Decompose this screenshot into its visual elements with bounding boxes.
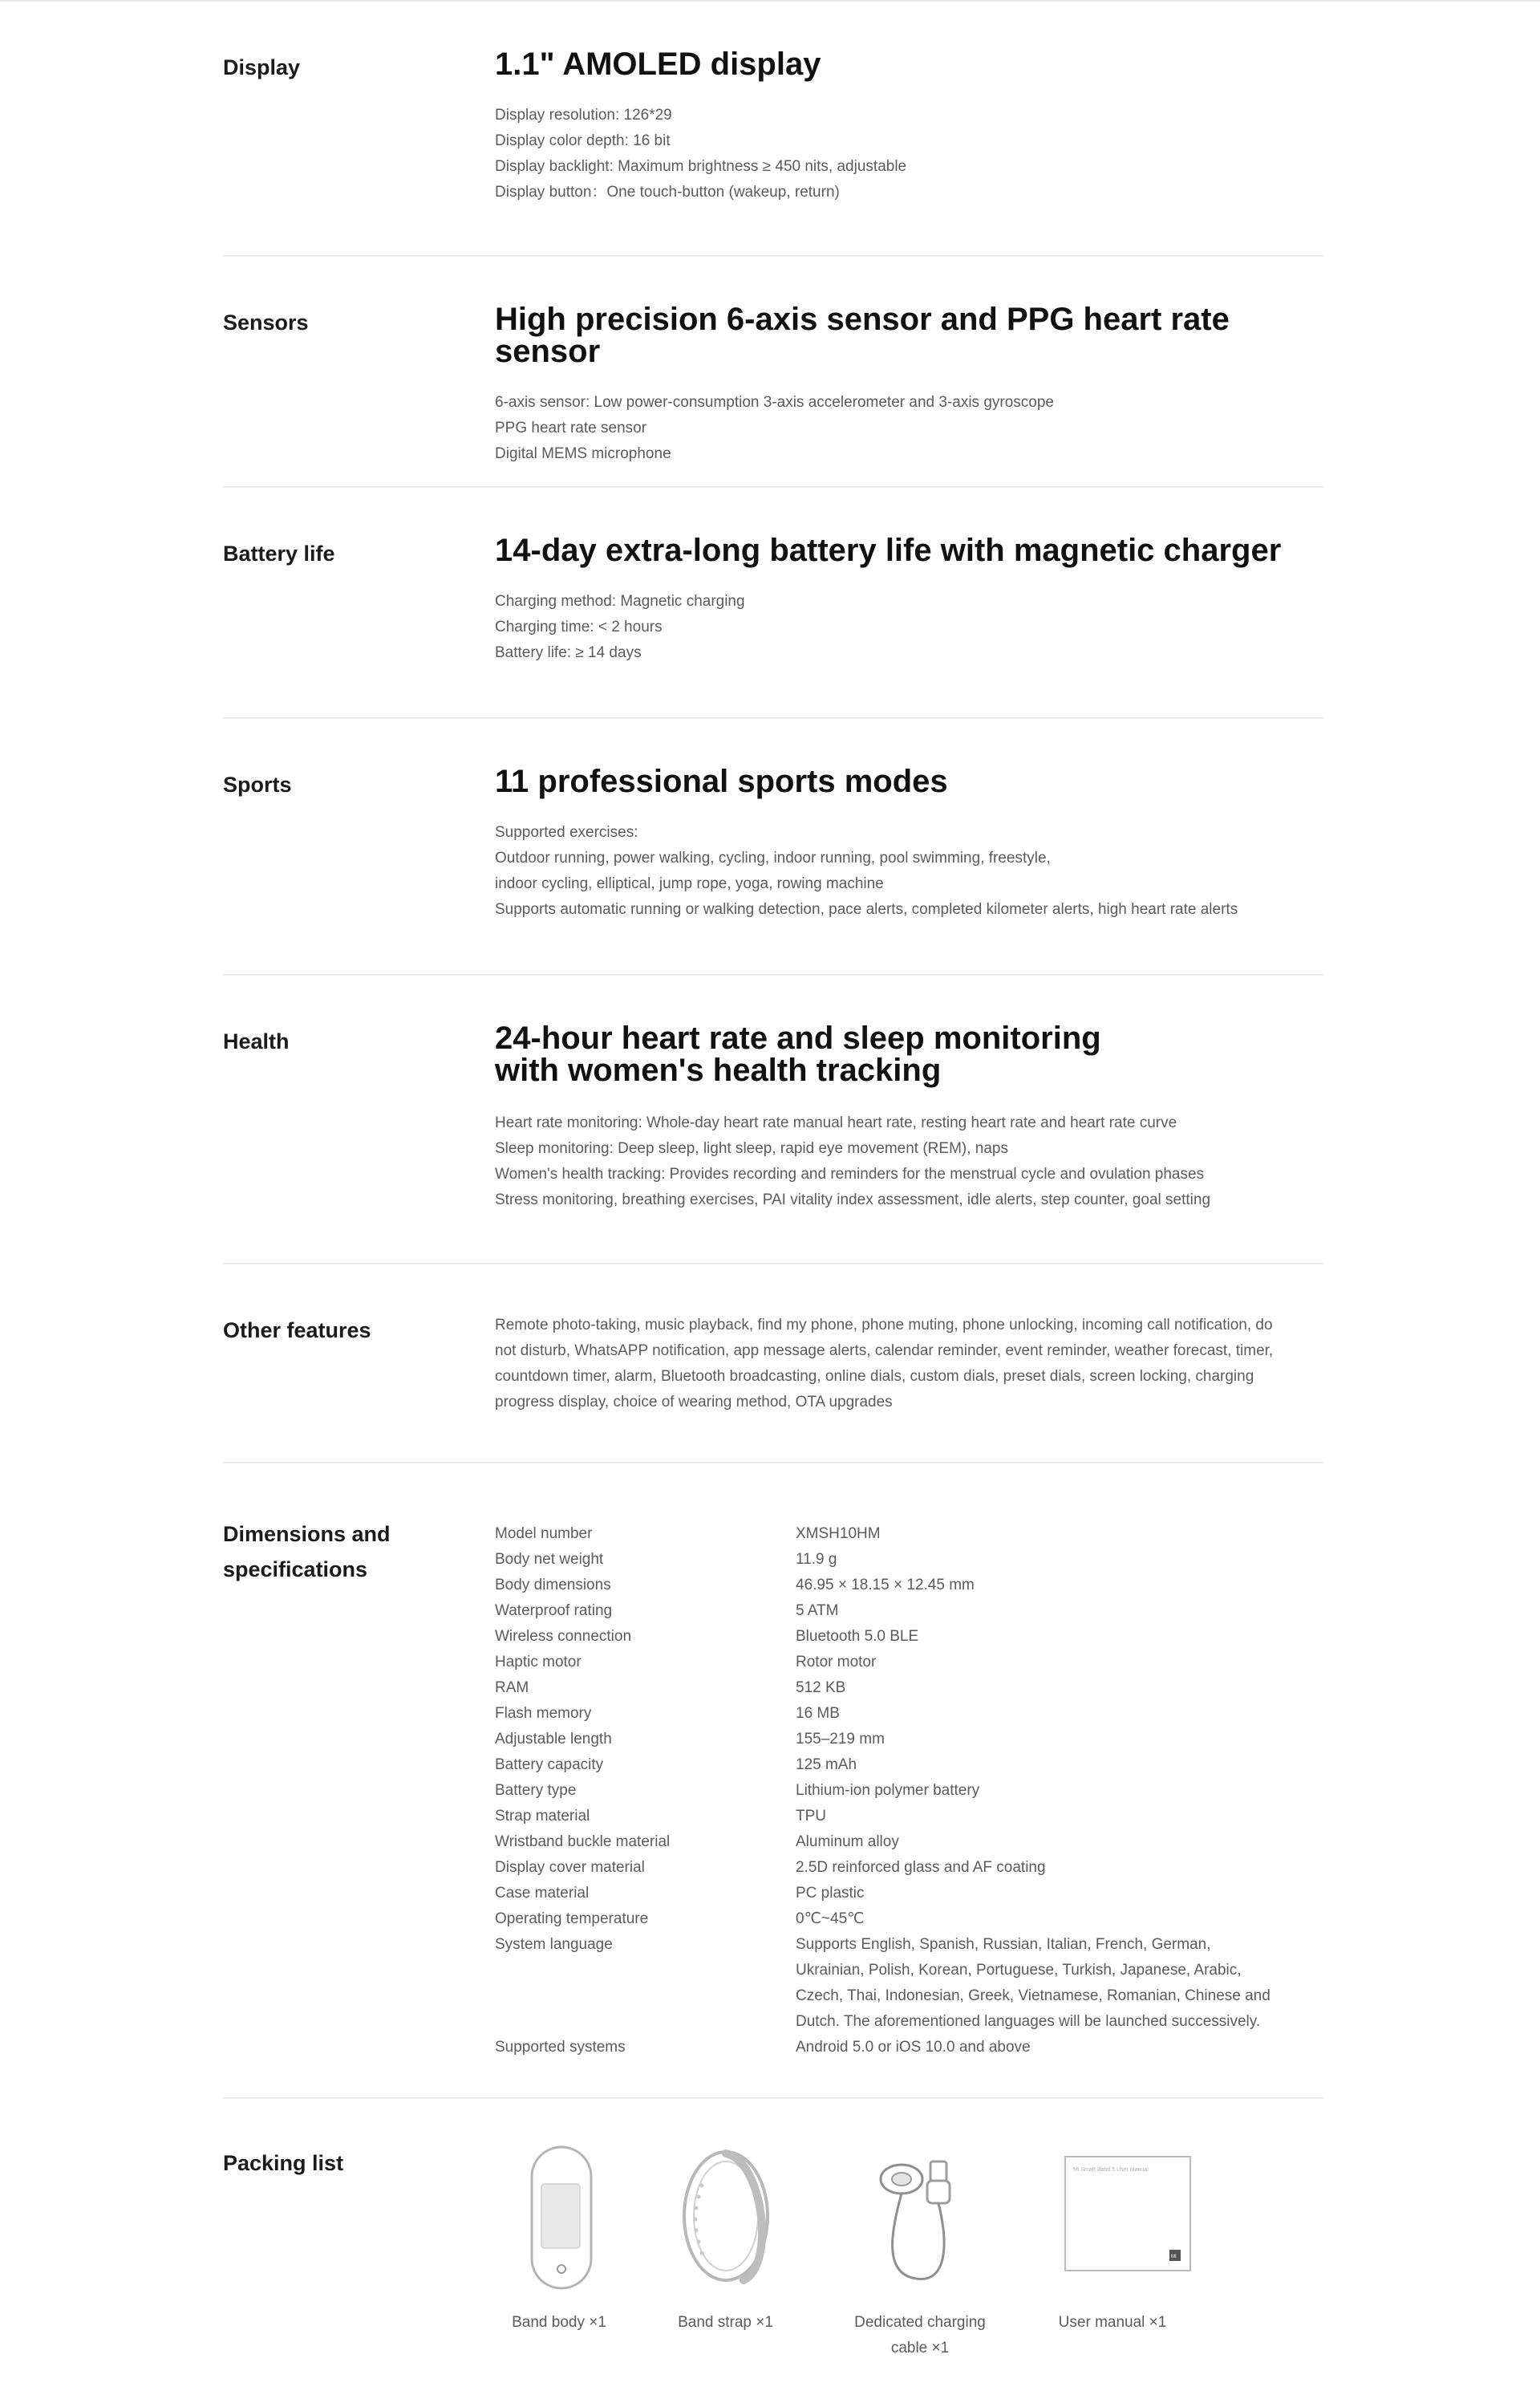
manual-cover-text: Mi Smart Band 5 User Manual <box>1073 2167 1149 2173</box>
spec-row <box>495 1752 1323 1778</box>
spec-line: Heart rate monitoring: Whole-day heart rate manual heart rate, resting heart rate and heart rate curve <box>495 1114 1177 1131</box>
spec-row <box>495 1855 1323 1881</box>
spec-value: 11.9 g <box>796 1551 837 1568</box>
spec-line: PPG heart rate sensor <box>495 420 647 436</box>
spec-key: Flash memory <box>495 1705 592 1722</box>
spec-key: Display cover material <box>495 1859 645 1876</box>
section-sensors <box>223 257 1323 488</box>
label-line: specifications <box>223 1557 368 1581</box>
spec-row <box>495 1547 1323 1573</box>
spec-key: Waterproof rating <box>495 1602 613 1619</box>
spec-value: XMSH10HM <box>796 1525 881 1542</box>
spec-key: Battery capacity <box>495 1756 604 1773</box>
spec-row <box>495 1778 1323 1804</box>
spec-line: Battery life: ≥ 14 days <box>495 644 642 661</box>
section-other-features <box>223 1264 1323 1463</box>
spec-row <box>495 2035 1323 2060</box>
spec-table <box>495 1463 1323 2060</box>
spec-row <box>495 1932 1323 2035</box>
spec-key: Body dimensions <box>495 1577 611 1593</box>
section-specifications <box>223 1463 1323 2099</box>
packing-item-label: Band strap ×1 <box>678 2314 773 2331</box>
spec-key: Operating temperature <box>495 1910 649 1927</box>
spec-value: Android 5.0 or iOS 10.0 and above <box>796 2039 1031 2056</box>
section-label: Battery life <box>223 542 335 566</box>
section-headline: 11 professional sports modes <box>495 764 948 799</box>
feature-paragraph: Remote photo-taking, music playback, find my phone, phone muting, phone unlocking, incoming call notification, do not disturb, WhatsAPP notification, app message alerts, calendar reminder, event reminder, weather forecast, timer, countdown timer, alarm, Bluetooth broadcasting, online dials, custom dials, preset dials, screen locking, charging progress display, choice of wearing method, OTA upgrades <box>495 1317 1274 1411</box>
section-sports <box>223 719 1323 976</box>
spec-value: Rotor motor <box>796 1654 877 1670</box>
spec-row <box>495 1829 1323 1855</box>
spec-key: Battery type <box>495 1782 577 1799</box>
spec-row <box>495 1624 1323 1650</box>
specs-page <box>223 0 1323 2388</box>
spec-row <box>495 1881 1323 1906</box>
section-packing-list <box>223 2099 1323 2388</box>
spec-key: Body net weight <box>495 1551 604 1568</box>
spec-line: indoor cycling, elliptical, jump rope, yoga, rowing machine <box>495 875 884 892</box>
spec-key: RAM <box>495 1679 529 1696</box>
spec-row <box>495 1598 1323 1624</box>
spec-row <box>495 1906 1323 1932</box>
spec-value: Aluminum alloy <box>796 1833 899 1850</box>
spec-line: Supported exercises: <box>495 824 638 841</box>
spec-value: Supports English, Spanish, Russian, Italian, French, German, Ukrainian, Polish, Korean, Portuguese, Turkish, Japanese, Arabic, Czech, Thai, Indonesian, Greek, Vietnamese, Romanian, Chinese and Dutch. The aforementioned languages will be launched successively. <box>796 1936 1270 2030</box>
packing-item <box>623 2145 828 2361</box>
section-headline: 14-day extra-long battery life with magnetic charger <box>495 533 1282 568</box>
packing-item-label: Dedicated charging cable ×1 <box>854 2314 986 2356</box>
spec-value: 155–219 mm <box>796 1731 885 1747</box>
band-body-icon <box>495 2145 623 2310</box>
packing-item-label: User manual ×1 <box>1058 2314 1167 2331</box>
section-label: Sensors <box>223 311 309 335</box>
spec-value: 0℃~45℃ <box>796 1910 865 1927</box>
spec-line: Women's health tracking: Provides recording and reminders for the menstrual cycle and ovulation phases <box>495 1166 1205 1183</box>
packing-item <box>828 2145 1012 2361</box>
spec-row <box>495 1727 1323 1752</box>
spec-line: Display color depth: 16 bit <box>495 132 671 149</box>
spec-key: Case material <box>495 1885 590 1902</box>
spec-row <box>495 1701 1323 1727</box>
spec-line: Display button：One touch-button (wakeup, return) <box>495 184 840 201</box>
spec-value: 46.95 × 18.15 × 12.45 mm <box>796 1577 975 1593</box>
spec-value: 512 KB <box>796 1679 846 1696</box>
charging-cable-icon <box>828 2145 1012 2310</box>
spec-row <box>495 1521 1323 1547</box>
packing-items <box>495 2145 1323 2361</box>
packing-item <box>495 2145 623 2361</box>
section-label <box>223 1516 391 1587</box>
section-health <box>223 976 1323 1264</box>
section-headline: 1.1" AMOLED display <box>495 47 821 82</box>
label-line: Dimensions and <box>223 1522 391 1546</box>
section-battery <box>223 488 1323 719</box>
spec-key: Wireless connection <box>495 1628 632 1645</box>
spec-key: Model number <box>495 1525 593 1542</box>
band-strap-icon <box>623 2145 828 2310</box>
spec-line: Supports automatic running or walking detection, pace alerts, completed kilometer alerts, high heart rate alerts <box>495 901 1238 918</box>
spec-value: 2.5D reinforced glass and AF coating <box>796 1859 1046 1876</box>
spec-row <box>495 1675 1323 1701</box>
spec-key: Haptic motor <box>495 1654 582 1670</box>
spec-value: 125 mAh <box>796 1756 857 1773</box>
spec-key: System language <box>495 1936 613 1953</box>
section-display <box>223 0 1323 257</box>
spec-key: Strap material <box>495 1808 590 1825</box>
packing-item-label: Band body ×1 <box>512 2314 606 2331</box>
mi-logo-icon: MI <box>1171 2255 1177 2259</box>
spec-key: Wristband buckle material <box>495 1833 671 1850</box>
spec-line: Digital MEMS microphone <box>495 445 671 462</box>
headline-line: 24-hour heart rate and sleep monitoring <box>495 1021 1101 1056</box>
headline-line: with women's health tracking <box>495 1053 942 1088</box>
spec-line: Stress monitoring, breathing exercises, PAI vitality index assessment, idle alerts, step counter, goal setting <box>495 1191 1211 1208</box>
packing-item <box>1012 2145 1213 2361</box>
section-label: Other features <box>223 1318 371 1342</box>
spec-value: 5 ATM <box>796 1602 839 1619</box>
spec-line: Outdoor running, power walking, cycling, indoor running, pool swimming, freestyle, <box>495 850 1051 867</box>
spec-line: Display backlight: Maximum brightness ≥ 450 nits, adjustable <box>495 158 907 175</box>
spec-value: Bluetooth 5.0 BLE <box>796 1628 919 1645</box>
spec-value: Lithium-ion polymer battery <box>796 1782 980 1799</box>
spec-value: PC plastic <box>796 1885 865 1902</box>
section-headline: High precision 6-axis sensor and PPG heart rate sensor <box>495 302 1230 369</box>
spec-key: Adjustable length <box>495 1731 612 1747</box>
spec-key: Supported systems <box>495 2039 626 2056</box>
spec-line: Display resolution: 126*29 <box>495 107 672 124</box>
section-label: Sports <box>223 773 292 797</box>
spec-line: Charging time: < 2 hours <box>495 619 663 635</box>
spec-row <box>495 1804 1323 1829</box>
spec-line: Charging method: Magnetic charging <box>495 593 745 610</box>
section-label: Health <box>223 1029 290 1053</box>
spec-value: 16 MB <box>796 1705 840 1722</box>
spec-line: Sleep monitoring: Deep sleep, light sleep, rapid eye movement (REM), naps <box>495 1140 1008 1157</box>
spec-row <box>495 1650 1323 1675</box>
spec-value: TPU <box>796 1808 826 1825</box>
section-label: Display <box>223 55 301 79</box>
section-label: Packing list <box>223 2151 344 2175</box>
spec-row <box>495 1573 1323 1598</box>
spec-line: 6-axis sensor: Low power-consumption 3-axis accelerometer and 3-axis gyroscope <box>495 394 1054 411</box>
user-manual-icon <box>1012 2145 1213 2310</box>
section-headline <box>495 1022 1323 1086</box>
